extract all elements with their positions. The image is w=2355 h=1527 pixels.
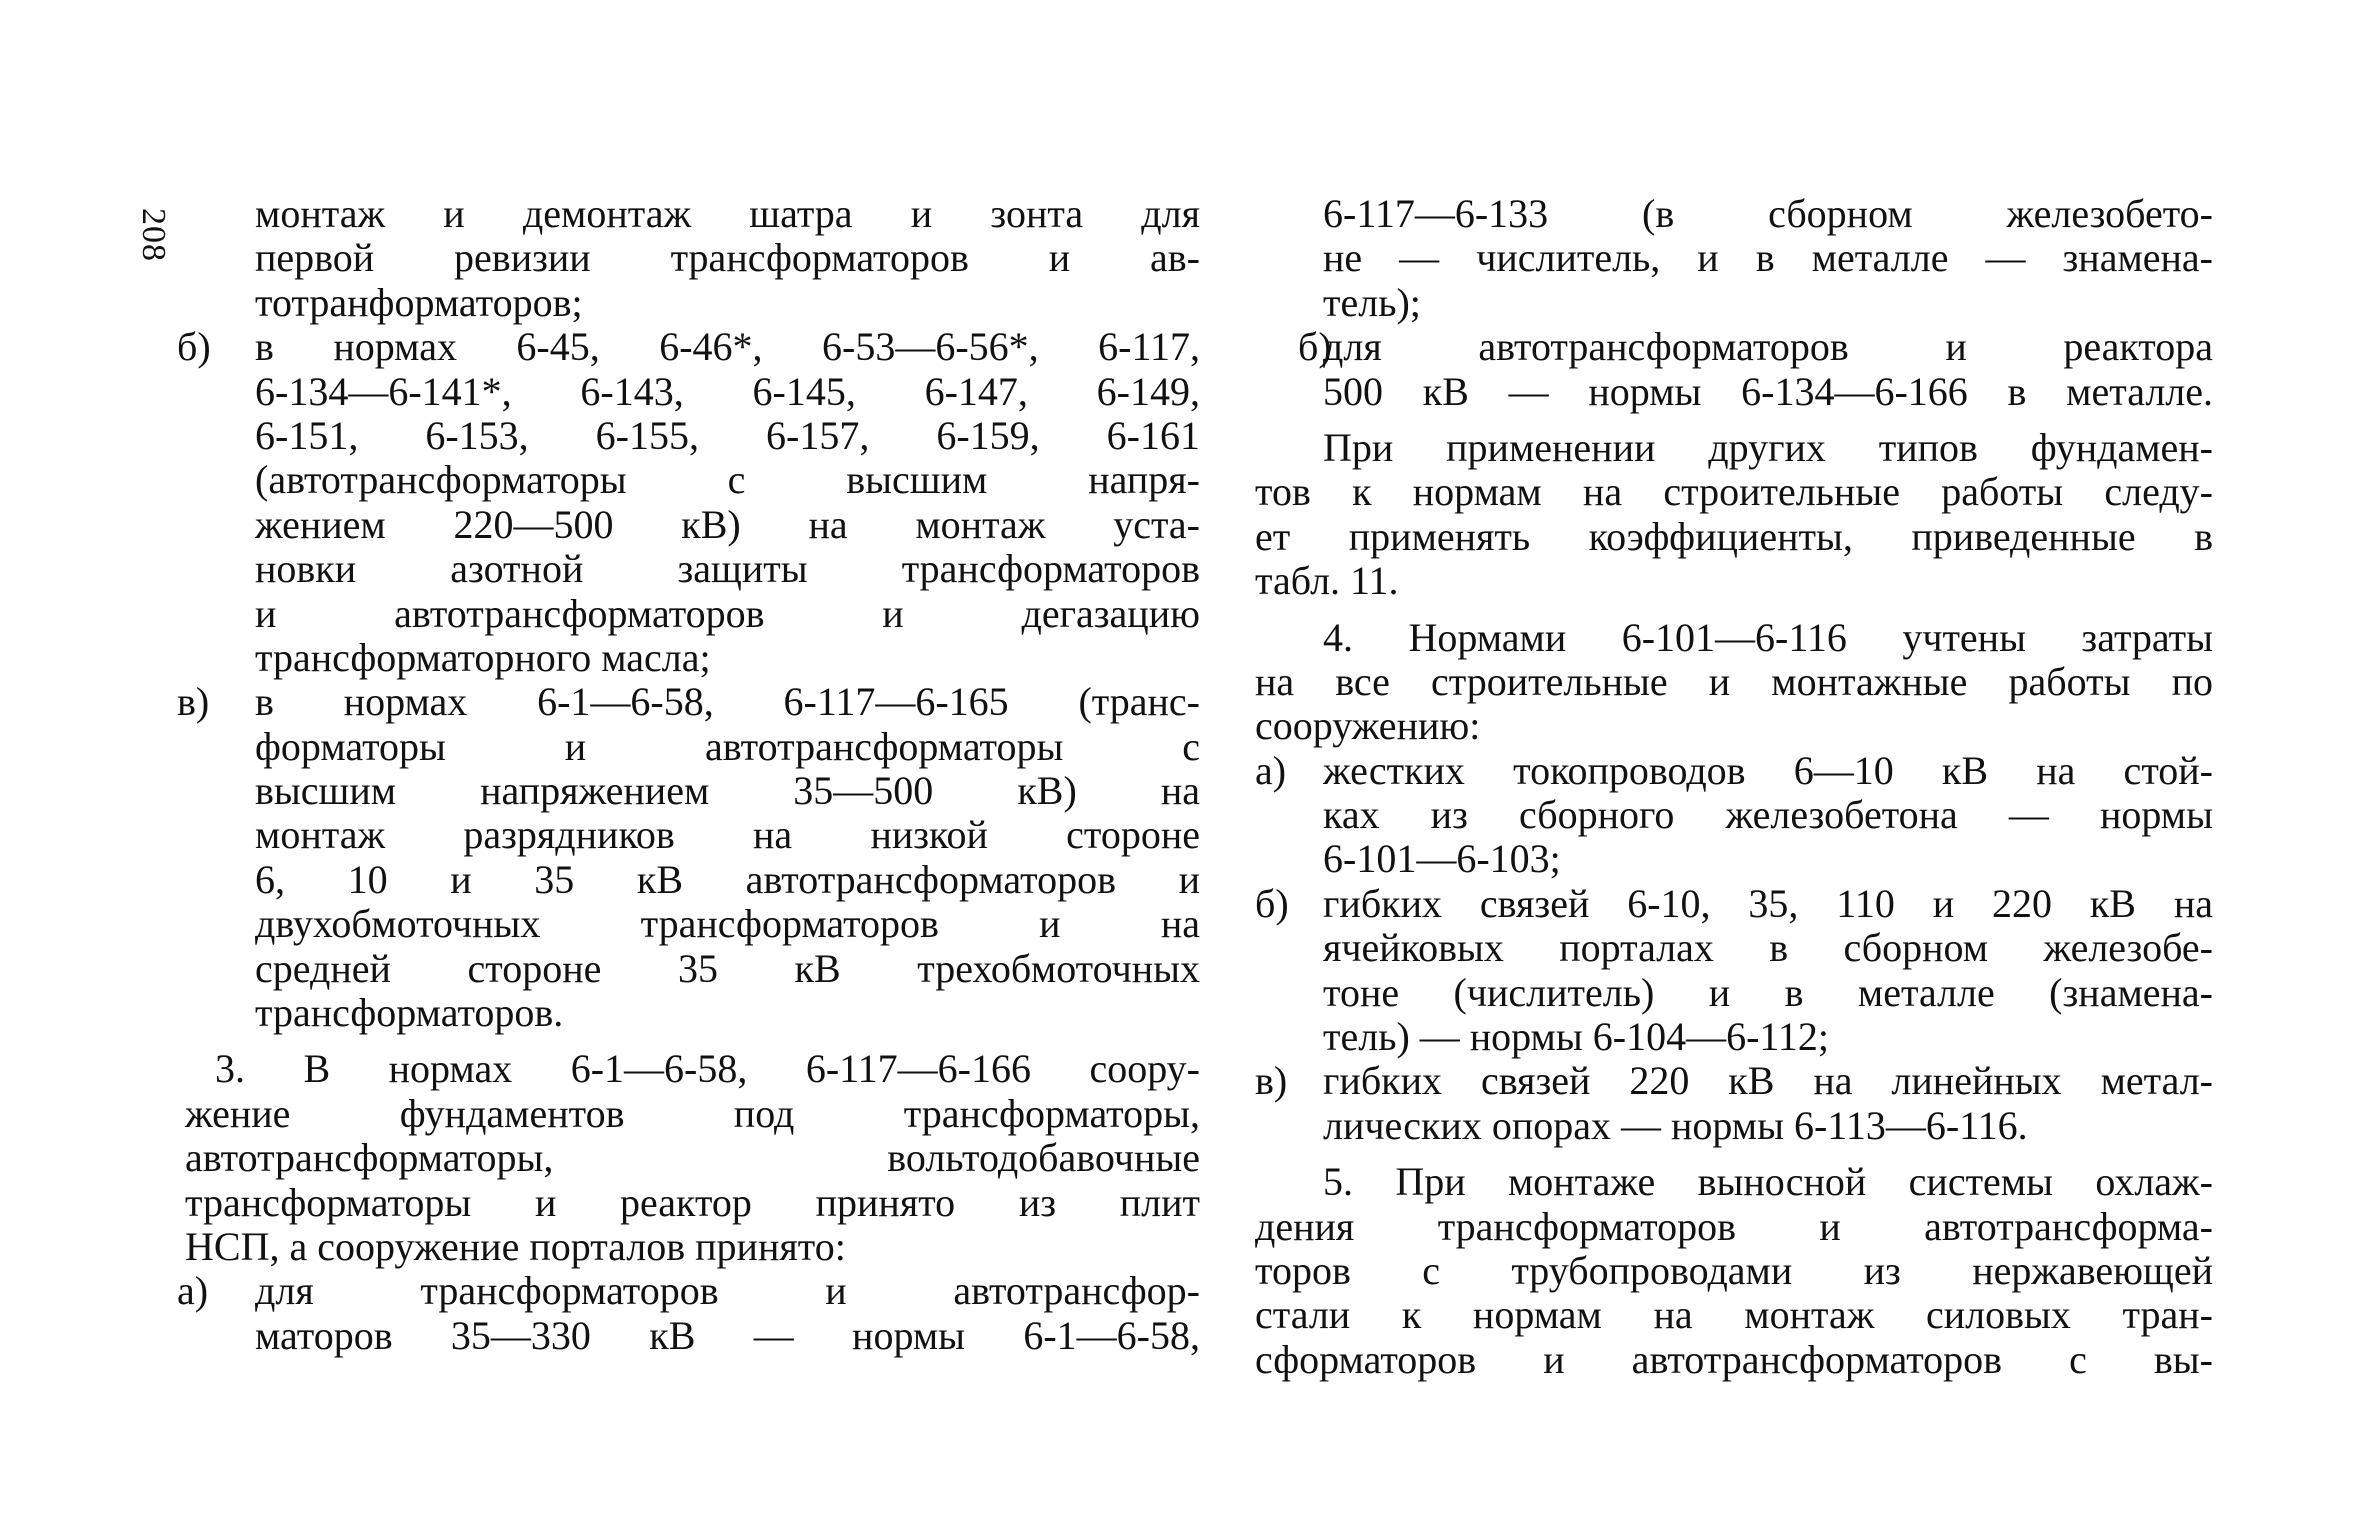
- text-line: 6, 10 и 35 кВ автотрансформаторов и: [255, 856, 1200, 902]
- text-line: гибких связей 220 кВ на линейных метал-: [1323, 1058, 2213, 1104]
- list-item-b: [1255, 325, 2213, 414]
- text-line: трансформаторы и реактор принято из плит: [185, 1179, 1200, 1225]
- text-line: средней стороне 35 кВ трехобмоточных: [255, 945, 1200, 991]
- list-item-v: [1255, 1059, 2213, 1148]
- list-item-b2: [1255, 882, 2213, 1060]
- text-line: для трансформаторов и автотрансфор-: [255, 1268, 1200, 1314]
- text-line: жением 220—500 кВ) на монтаж уста-: [255, 501, 1200, 547]
- list-item-v: [177, 679, 1200, 1036]
- text-line: 500 кВ — нормы 6-134—6-166 в металле.: [1323, 368, 2213, 414]
- text-line: сформаторов и автотрансформаторов с вы-: [1255, 1336, 2213, 1382]
- text-line: 5. При монтаже выносной системы охлаж-: [1323, 1159, 2213, 1205]
- text-line: жестких токопроводов 6—10 кВ на стой-: [1323, 747, 2213, 793]
- text-line: 6-134—6-141*, 6-143, 6-145, 6-147, 6-149,: [255, 368, 1200, 414]
- text-line: табл. 11.: [1255, 558, 1399, 604]
- text-line: первой ревизии трансформаторов и ав-: [255, 235, 1200, 281]
- paragraph-4: [1255, 616, 2213, 749]
- list-marker: а): [177, 1268, 209, 1314]
- text-line: тель);: [1323, 279, 1421, 325]
- list-marker: а): [1255, 747, 1287, 793]
- text-line: стали к нормам на монтаж силовых тран-: [1255, 1292, 2213, 1338]
- text-line: 3. В нормах 6-1—6-58, 6-117—6-166 соору-: [215, 1046, 1200, 1092]
- text-line: тотранформаторов;: [255, 279, 583, 325]
- list-marker: в): [177, 679, 210, 725]
- intro-continuation: [255, 192, 1200, 325]
- left-column: [177, 191, 1200, 1358]
- text-line: на все строительные и монтажные работы по: [1255, 658, 2213, 704]
- text-line: сооружению:: [1255, 703, 1481, 749]
- text-line: гибких связей 6-10, 35, 110 и 220 кВ на: [1323, 880, 2213, 926]
- list-marker: б): [1298, 324, 1332, 370]
- text-line: 6-101—6-103;: [1323, 836, 1561, 882]
- text-line: лических опорах — нормы 6-113—6-116.: [1323, 1102, 2028, 1148]
- paragraph-3: [185, 1047, 1200, 1269]
- text-line: и автотрансформаторов и дегазацию: [255, 590, 1200, 636]
- text-line: двухобмоточных трансформаторов и на: [255, 901, 1200, 947]
- text-line: ках из сборного железобетона — нормы: [1323, 792, 2213, 838]
- text-line: торов с трубопроводами из нержавеющей: [1255, 1247, 2213, 1293]
- list-item-a: [177, 1268, 1200, 1358]
- text-line: трансформаторов.: [255, 990, 564, 1036]
- list-item-b: [177, 324, 1200, 680]
- text-line: трансформаторного масла;: [255, 634, 711, 680]
- text-line: тов к нормам на строительные работы следу-: [1255, 469, 2213, 515]
- list-item-a: [1255, 749, 2213, 882]
- text-line: ячейковых порталах в сборном железобе-: [1323, 925, 2213, 971]
- text-line: НСП, а сооружение порталов принято:: [185, 1223, 846, 1269]
- text-line: не — числитель, и в металле — знамена-: [1323, 235, 2213, 281]
- text-line: дения трансформаторов и автотрансформа-: [1255, 1203, 2213, 1249]
- text-line: автотрансформаторы, вольтодобавочные: [185, 1135, 1200, 1181]
- text-line: маторов 35—330 кВ — нормы 6-1—6-58,: [255, 1312, 1200, 1358]
- text-line: для автотрансформаторов и реактора: [1323, 324, 2213, 370]
- text-line: При применении других типов фундамен-: [1323, 424, 2213, 470]
- text-line: ет применять коэффициенты, приведенные в: [1255, 513, 2213, 559]
- text-line: тоне (числитель) и в металле (знамена-: [1323, 969, 2213, 1015]
- text-line: в нормах 6-1—6-58, 6-117—6-165 (транс-: [255, 679, 1200, 725]
- paragraph-foundations: [1255, 426, 2213, 604]
- list-marker: б): [177, 324, 211, 370]
- text-line: высшим напряжением 35—500 кВ) на: [255, 768, 1200, 814]
- text-line: 6-117—6-133 (в сборном железобето-: [1323, 191, 2213, 236]
- list-marker: в): [1255, 1058, 1288, 1104]
- paragraph-5: [1255, 1160, 2213, 1382]
- text-line: новки азотной защиты трансформаторов: [255, 546, 1200, 592]
- text-line: 4. Нормами 6-101—6-116 учтены затраты: [1323, 614, 2213, 660]
- text-line: форматоры и автотрансформаторы с: [255, 723, 1200, 769]
- text-line: в нормах 6-45, 6-46*, 6-53—6-56*, 6-117,: [255, 324, 1200, 370]
- right-column: [1255, 192, 2213, 1382]
- item-a-continuation: [1255, 192, 2213, 325]
- page-number: 208: [135, 208, 172, 262]
- text-line: монтаж и демонтаж шатра и зонта для: [255, 191, 1200, 236]
- text-line: жение фундаментов под трансформаторы,: [185, 1090, 1200, 1136]
- text-line: 6-151, 6-153, 6-155, 6-157, 6-159, 6-161: [255, 412, 1200, 458]
- list-marker: б): [1255, 880, 1289, 926]
- text-line: монтаж разрядников на низкой стороне: [255, 812, 1200, 858]
- text-line: (автотрансформаторы с высшим напря-: [255, 457, 1200, 503]
- text-line: тель) — нормы 6-104—6-112;: [1323, 1014, 1830, 1060]
